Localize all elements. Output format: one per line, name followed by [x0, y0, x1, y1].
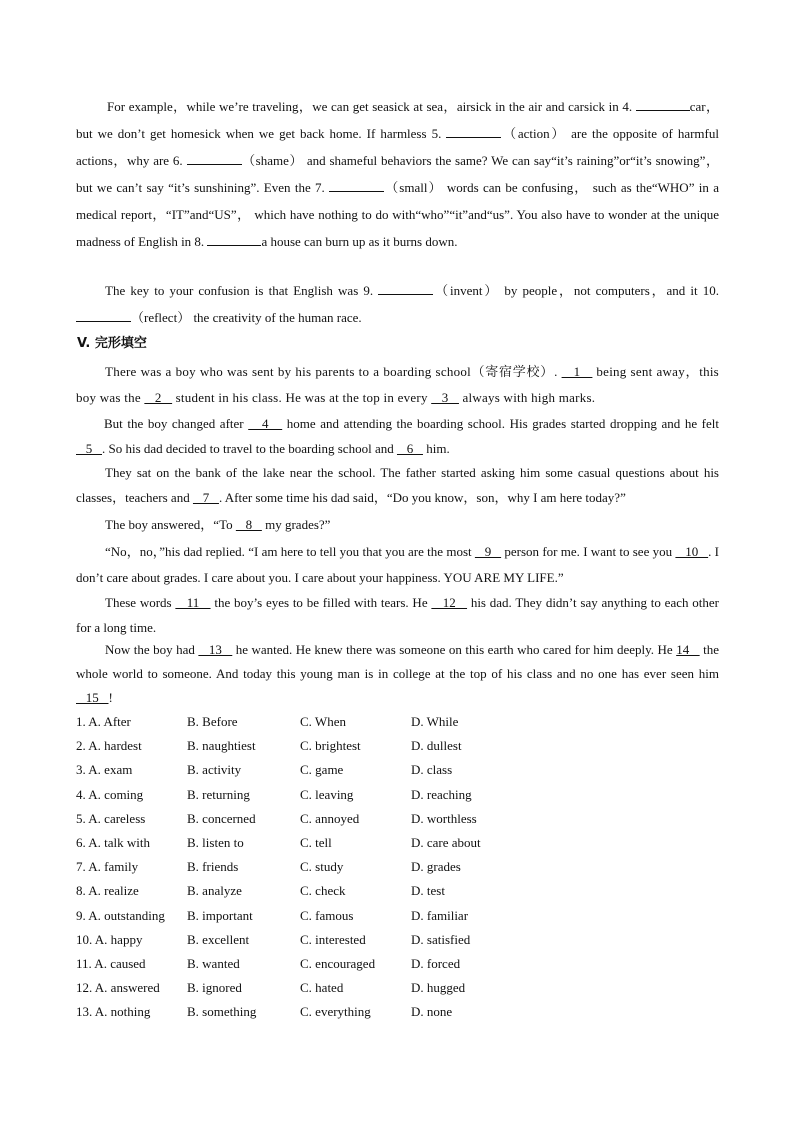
blank-4	[636, 98, 690, 111]
option-c: C. interested	[300, 931, 366, 947]
cloze-paragraph-3: They sat on the bank of the lake near the school. The father started asking him some casual questions about his classes，teachers and 7 . After some time his dad said，“Do you know，son，why I am here today?”	[76, 465, 719, 505]
option-d: D. reaching	[411, 786, 472, 802]
option-c: C. encouraged	[300, 955, 376, 971]
cloze-blank-4: 4	[248, 416, 283, 431]
option-d: D. class	[411, 762, 453, 778]
option-b: B. ignored	[187, 980, 242, 996]
cloze-blank-5: 5	[76, 441, 102, 456]
option-a: 4. A. coming	[76, 786, 144, 802]
cloze-paragraph-1: There was a boy who was sent by his parents to a boarding school（寄宿学校）. 1 being sent away，this boy was the 2 student in his class. He was at the top in every 3 always with high marks.	[76, 364, 719, 405]
option-a: 3. A. exam	[76, 762, 133, 778]
option-row	[76, 904, 719, 928]
option-a: 12. A. answered	[76, 980, 160, 996]
option-a: 8. A. realize	[76, 883, 139, 899]
option-b: B. excellent	[187, 931, 250, 947]
cloze-blank-1: 1	[561, 364, 593, 379]
option-a: 6. A. talk with	[76, 834, 151, 850]
cloze-blank-3: 3	[431, 390, 459, 405]
option-a: 9. A. outstanding	[76, 907, 165, 923]
option-d: D. hugged	[411, 980, 466, 996]
option-row	[76, 783, 719, 807]
option-row	[76, 976, 719, 1000]
option-a: 2. A. hardest	[76, 738, 142, 754]
cloze-paragraph-7: Now the boy had 13 he wanted. He knew there was someone on this earth who cared for him deeply. He 14 the whole world to someone. And today this young man is in college at the top of his class and no one has ever seen him 15 !	[76, 642, 720, 705]
cloze-blank-10: 10	[675, 544, 709, 559]
cloze-blank-6: 6	[396, 441, 423, 456]
option-d: D. none	[411, 1004, 453, 1020]
option-row	[76, 1000, 719, 1024]
option-a: 1. A. After	[76, 714, 131, 729]
option-c: C. tell	[300, 834, 332, 850]
option-row	[76, 952, 719, 976]
option-d: D. familiar	[411, 907, 469, 923]
option-b: B. Before	[187, 714, 238, 729]
option-d: D. care about	[411, 834, 481, 850]
blank-9	[378, 282, 433, 295]
option-b: B. analyze	[187, 883, 242, 899]
option-row	[76, 855, 719, 879]
option-c: C. game	[300, 762, 344, 778]
option-a: 10. A. happy	[76, 931, 143, 947]
blank-5	[446, 125, 501, 138]
reading-paragraph-2: The key to your confusion is that English was 9. （invent） by people，not computers，and it 10. （reflect） the creativity of the human race.	[76, 277, 719, 331]
option-d: D. forced	[411, 955, 461, 971]
option-d: D. test	[411, 883, 445, 899]
option-b: B. something	[187, 1004, 257, 1020]
cloze-paragraph-2: But the boy changed after 4 home and attending the boarding school. His grades started dropping and he felt 5 . So his dad decided to travel to the boarding school and 6 him.	[76, 416, 719, 456]
cloze-blank-9: 9	[474, 544, 502, 559]
option-d: D. While	[411, 714, 459, 729]
blank-7	[329, 179, 384, 192]
option-row	[76, 928, 719, 952]
option-c: C. annoyed	[300, 810, 360, 826]
cloze-blank-8: 8	[235, 517, 262, 532]
cloze-blank-12: 12	[431, 595, 468, 610]
option-b: B. wanted	[187, 955, 240, 971]
option-row	[76, 710, 719, 734]
option-d: D. satisfied	[411, 931, 471, 947]
cloze-blank-13: 13	[198, 642, 233, 657]
option-b: B. friends	[187, 859, 239, 875]
cloze-blank-11: 11	[175, 595, 211, 610]
option-c: C. everything	[300, 1004, 371, 1020]
option-row	[76, 807, 719, 831]
option-b: B. concerned	[187, 810, 256, 826]
option-c: C. hated	[300, 980, 344, 996]
cloze-blank-7: 7	[192, 490, 219, 505]
option-a: 13. A. nothing	[76, 1004, 151, 1020]
option-c: C. brightest	[300, 738, 361, 754]
option-c: C. check	[300, 883, 346, 899]
option-c: C. leaving	[300, 786, 354, 802]
option-b: B. important	[187, 907, 253, 923]
option-a: 7. A. family	[76, 859, 139, 875]
blank-6	[187, 152, 242, 165]
option-row	[76, 734, 719, 758]
blank-8	[207, 233, 261, 246]
option-b: B. listen to	[187, 834, 244, 850]
option-a: 5. A. careless	[76, 810, 146, 826]
cloze-paragraph-6: These words 11 the boy’s eyes to be filled with tears. He 12 his dad. They didn’t say anything to each other for a long time.	[76, 595, 719, 635]
option-b: B. activity	[187, 762, 242, 778]
cloze-blank-2: 2	[144, 390, 173, 405]
reading-paragraph-1: For example，while we’re traveling，we can get seasick at sea，airsick in the air and carsick in 4. car，but we don’t get homesick when we get back home. If harmless 5. （action） are the opposite of harmful actions，why are 6. （shame） and shameful behaviors the same? We can say“it’s raining”or“it’s snowing”，but we can’t say “it’s sunshining”. Even the 7. （small） words can be confusing， such as the“WHO” in a medical report，“IT”and“US”， which have nothing to do with“who”“it”and“us”. You also have to wonder at the unique madness of English in 8. a house can burn up as it burns down.	[76, 99, 719, 249]
blank-10	[76, 309, 131, 322]
option-row	[76, 758, 719, 782]
option-row	[76, 879, 719, 903]
section-heading-cloze: V. 完形填空	[77, 336, 147, 351]
option-a: 11. A. caused	[76, 955, 146, 971]
option-c: C. When	[300, 714, 346, 729]
option-row	[76, 831, 719, 855]
cloze-blank-14: 14	[676, 642, 700, 657]
option-d: D. grades	[411, 859, 461, 875]
option-d: D. dullest	[411, 738, 462, 754]
option-d: D. worthless	[411, 810, 477, 826]
option-b: B. naughtiest	[187, 738, 256, 754]
cloze-paragraph-4: The boy answered，“To 8 my grades?”	[105, 517, 331, 532]
option-b: B. returning	[187, 786, 250, 802]
option-c: C. famous	[300, 907, 354, 923]
cloze-blank-15: 15	[76, 690, 109, 705]
answer-options	[76, 710, 719, 1024]
option-c: C. study	[300, 859, 344, 875]
cloze-paragraph-5: “No，no，”his dad replied. “I am here to tell you that you are the most 9 person for me. I want to see you 10 . I don’t care about grades. I care about you. I care about your happiness. YOU ARE MY LIFE.”	[76, 544, 719, 585]
